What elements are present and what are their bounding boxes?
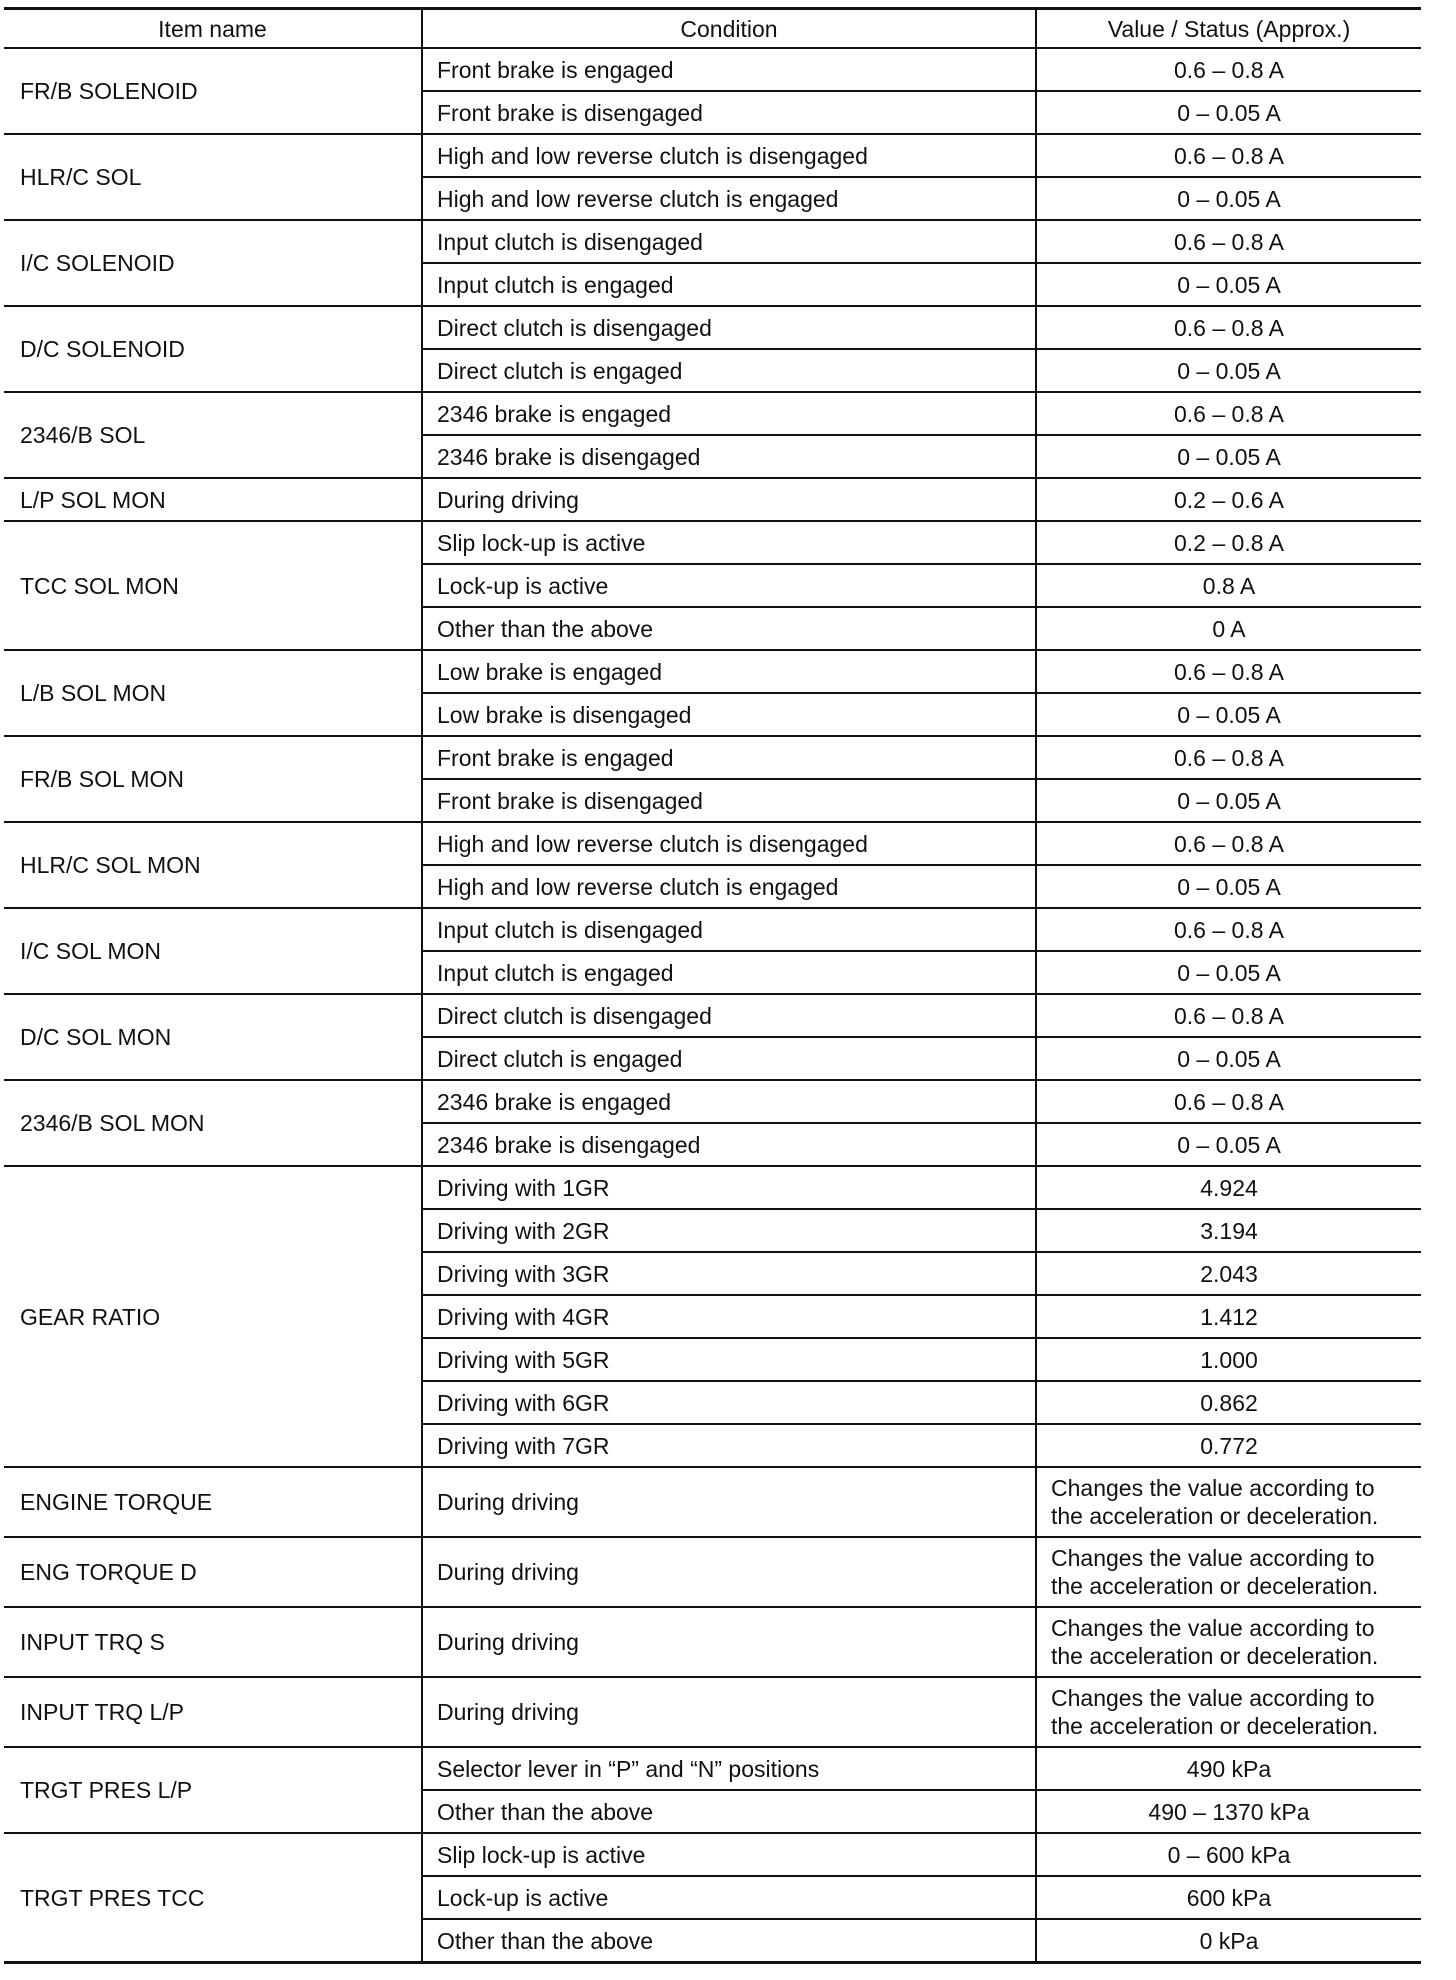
spec-table [4,7,1421,1964]
condition-cell: Input clutch is disengaged [422,220,1036,263]
item-name-cell: INPUT TRQ L/P [4,1677,422,1747]
value-cell: 0.6 – 0.8 A [1036,392,1421,435]
condition-cell: Slip lock-up is active [422,1833,1036,1876]
item-name-cell: L/P SOL MON [4,478,422,521]
header-row [4,9,1421,49]
value-cell: Changes the value according to the acceleration or deceleration. [1036,1607,1421,1677]
item-name-cell: 2346/B SOL [4,392,422,478]
condition-cell: Other than the above [422,1919,1036,1963]
item-name-cell: I/C SOL MON [4,908,422,994]
condition-cell: During driving [422,1467,1036,1537]
condition-cell: Driving with 5GR [422,1338,1036,1381]
table-row [4,1166,1421,1209]
item-name-cell: INPUT TRQ S [4,1607,422,1677]
condition-cell: Input clutch is engaged [422,951,1036,994]
item-name-cell: TRGT PRES L/P [4,1747,422,1833]
item-name-cell: FR/B SOLENOID [4,48,422,134]
table-row [4,392,1421,435]
condition-cell: During driving [422,1607,1036,1677]
item-name-cell: ENG TORQUE D [4,1537,422,1607]
condition-cell: Driving with 2GR [422,1209,1036,1252]
item-name-cell: HLR/C SOL MON [4,822,422,908]
condition-cell: Slip lock-up is active [422,521,1036,564]
table-row [4,1607,1421,1677]
item-name-cell: L/B SOL MON [4,650,422,736]
value-cell: 0 kPa [1036,1919,1421,1963]
value-cell: 0.6 – 0.8 A [1036,134,1421,177]
table-row [4,1467,1421,1537]
value-cell: 600 kPa [1036,1876,1421,1919]
value-cell: 0.6 – 0.8 A [1036,736,1421,779]
value-cell: 4.924 [1036,1166,1421,1209]
value-cell: 3.194 [1036,1209,1421,1252]
table-row [4,822,1421,865]
value-cell: 0.6 – 0.8 A [1036,1080,1421,1123]
item-name-cell: FR/B SOL MON [4,736,422,822]
condition-cell: Front brake is engaged [422,48,1036,91]
table-row [4,521,1421,564]
table-row [4,1833,1421,1876]
value-cell: 0 – 0.05 A [1036,779,1421,822]
condition-cell: Front brake is disengaged [422,91,1036,134]
value-cell: 1.000 [1036,1338,1421,1381]
value-cell: 0.8 A [1036,564,1421,607]
value-cell: 0 – 0.05 A [1036,177,1421,220]
value-cell: 0 – 0.05 A [1036,263,1421,306]
condition-cell: Input clutch is disengaged [422,908,1036,951]
value-cell: 0.772 [1036,1424,1421,1467]
table-row [4,306,1421,349]
header-item-name: Item name [4,9,422,49]
condition-cell: Other than the above [422,1790,1036,1833]
condition-cell: High and low reverse clutch is engaged [422,177,1036,220]
condition-cell: During driving [422,1677,1036,1747]
condition-cell: Direct clutch is engaged [422,1037,1036,1080]
value-cell: 0 – 0.05 A [1036,91,1421,134]
condition-cell: 2346 brake is disengaged [422,435,1036,478]
condition-cell: Driving with 3GR [422,1252,1036,1295]
item-name-cell: D/C SOLENOID [4,306,422,392]
table-row [4,1080,1421,1123]
item-name-cell: D/C SOL MON [4,994,422,1080]
condition-cell: Direct clutch is disengaged [422,994,1036,1037]
value-cell: Changes the value according to the acceleration or deceleration. [1036,1537,1421,1607]
table-header [4,9,1421,49]
value-cell: Changes the value according to the acceleration or deceleration. [1036,1467,1421,1537]
item-name-cell: HLR/C SOL [4,134,422,220]
condition-cell: Input clutch is engaged [422,263,1036,306]
condition-cell: High and low reverse clutch is disengaged [422,134,1036,177]
condition-cell: Front brake is engaged [422,736,1036,779]
condition-cell: Driving with 7GR [422,1424,1036,1467]
value-cell: 0 – 600 kPa [1036,1833,1421,1876]
condition-cell: During driving [422,478,1036,521]
item-name-cell: 2346/B SOL MON [4,1080,422,1166]
condition-cell: Other than the above [422,607,1036,650]
table-row [4,134,1421,177]
value-cell: 0.862 [1036,1381,1421,1424]
condition-cell: Driving with 4GR [422,1295,1036,1338]
condition-cell: Driving with 6GR [422,1381,1036,1424]
item-name-cell: GEAR RATIO [4,1166,422,1467]
value-cell: 1.412 [1036,1295,1421,1338]
value-cell: 0 – 0.05 A [1036,951,1421,994]
condition-cell: 2346 brake is disengaged [422,1123,1036,1166]
table-row [4,650,1421,693]
item-name-cell: TCC SOL MON [4,521,422,650]
value-cell: 490 kPa [1036,1747,1421,1790]
value-cell: Changes the value according to the acceleration or deceleration. [1036,1677,1421,1747]
value-cell: 0.2 – 0.6 A [1036,478,1421,521]
condition-cell: Direct clutch is disengaged [422,306,1036,349]
value-cell: 0 – 0.05 A [1036,693,1421,736]
condition-cell: Driving with 1GR [422,1166,1036,1209]
value-cell: 2.043 [1036,1252,1421,1295]
table-row [4,1537,1421,1607]
table-row [4,994,1421,1037]
value-cell: 490 – 1370 kPa [1036,1790,1421,1833]
value-cell: 0 – 0.05 A [1036,1123,1421,1166]
table-row [4,1677,1421,1747]
value-cell: 0.6 – 0.8 A [1036,994,1421,1037]
item-name-cell: ENGINE TORQUE [4,1467,422,1537]
condition-cell: Low brake is disengaged [422,693,1036,736]
header-condition: Condition [422,9,1036,49]
table-row [4,908,1421,951]
table-row [4,48,1421,91]
condition-cell: Front brake is disengaged [422,779,1036,822]
value-cell: 0.6 – 0.8 A [1036,48,1421,91]
table-body [4,48,1421,1963]
condition-cell: 2346 brake is engaged [422,1080,1036,1123]
condition-cell: Selector lever in “P” and “N” positions [422,1747,1036,1790]
table-row [4,1747,1421,1790]
item-name-cell: I/C SOLENOID [4,220,422,306]
value-cell: 0.2 – 0.8 A [1036,521,1421,564]
condition-cell: Direct clutch is engaged [422,349,1036,392]
value-cell: 0.6 – 0.8 A [1036,306,1421,349]
condition-cell: Lock-up is active [422,1876,1036,1919]
condition-cell: Low brake is engaged [422,650,1036,693]
condition-cell: 2346 brake is engaged [422,392,1036,435]
condition-cell: High and low reverse clutch is disengaged [422,822,1036,865]
value-cell: 0 A [1036,607,1421,650]
table-row [4,478,1421,521]
value-cell: 0 – 0.05 A [1036,865,1421,908]
table-row [4,736,1421,779]
value-cell: 0 – 0.05 A [1036,435,1421,478]
condition-cell: High and low reverse clutch is engaged [422,865,1036,908]
value-cell: 0.6 – 0.8 A [1036,908,1421,951]
table-row [4,220,1421,263]
value-cell: 0.6 – 0.8 A [1036,650,1421,693]
condition-cell: During driving [422,1537,1036,1607]
condition-cell: Lock-up is active [422,564,1036,607]
value-cell: 0 – 0.05 A [1036,349,1421,392]
value-cell: 0.6 – 0.8 A [1036,220,1421,263]
item-name-cell: TRGT PRES TCC [4,1833,422,1963]
value-cell: 0 – 0.05 A [1036,1037,1421,1080]
header-value: Value / Status (Approx.) [1036,9,1421,49]
value-cell: 0.6 – 0.8 A [1036,822,1421,865]
